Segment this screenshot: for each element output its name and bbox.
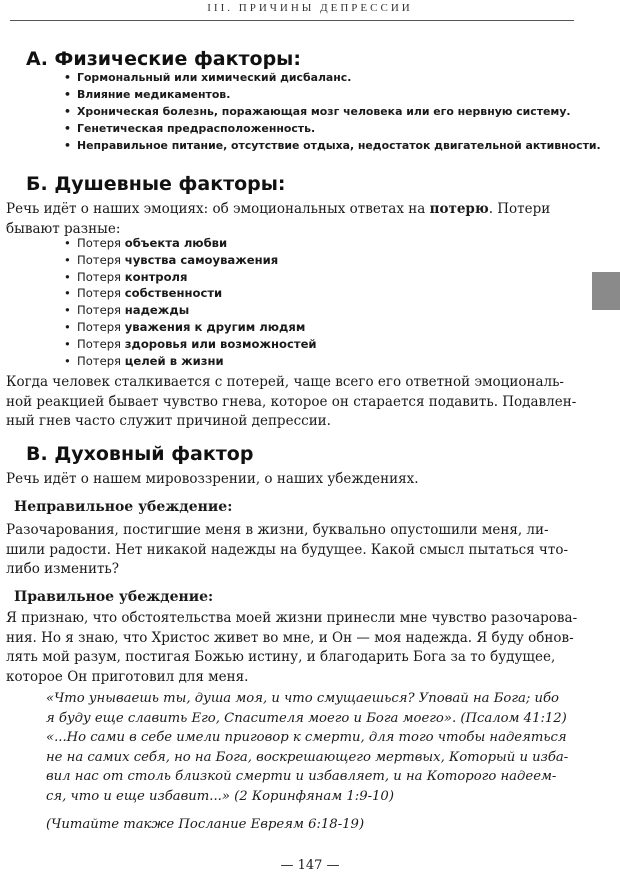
section-a-title: А. Физические факторы: bbox=[26, 48, 301, 70]
quote-line: я буду еще славить Его, Спасителя моего и Бога моего». (Псалом 41:12) bbox=[46, 710, 567, 726]
scripture-quotes bbox=[46, 689, 568, 806]
list-item: • Потеря объекта любви bbox=[64, 235, 317, 252]
list-item: • Потеря надежды bbox=[64, 302, 317, 319]
text-line: шили радости. Нет никакой надежды на будущее. Какой смысл пытаться что- bbox=[6, 541, 569, 558]
list-item: • Потеря уважения к другим людям bbox=[64, 319, 317, 336]
header-rule bbox=[10, 20, 574, 21]
physical-factors-list bbox=[64, 69, 601, 154]
right-belief-text bbox=[6, 609, 578, 687]
list-item: • Потеря здоровья или возможностей bbox=[64, 336, 317, 353]
list-item: • Хроническая болезнь, поражающая мозг человека или его нервную систему. bbox=[64, 103, 601, 120]
page-number: — 147 — bbox=[280, 858, 340, 873]
text-line: ной реакцией бывает чувство гнева, которое он старается подавить. Подавлен- bbox=[6, 393, 577, 410]
quote-line: «...Но сами в себе имели приговор к смерти, для того чтобы надеяться bbox=[46, 730, 567, 745]
losses-list bbox=[64, 235, 317, 369]
quote-line: ся, что и еще избавит...» (2 Коринфянам 1:9-10) bbox=[46, 788, 394, 804]
wrong-belief-heading: Неправильное убеждение: bbox=[14, 499, 233, 515]
section-b-intro bbox=[6, 200, 572, 239]
list-item: • Неправильное питание, отсутствие отдыха, недостаток двигательной активности. bbox=[64, 137, 601, 154]
text-line: которое Он приготовил для меня. bbox=[6, 668, 249, 685]
list-item: • Потеря собственности bbox=[64, 285, 317, 302]
emphasis-loss: потерю bbox=[429, 201, 489, 217]
list-item: • Гормональный или химический дисбаланс. bbox=[64, 69, 601, 86]
intro-line: бывают разные: bbox=[6, 220, 121, 237]
text-line: либо изменить? bbox=[6, 561, 120, 577]
text-line: Когда человек сталкивается с потерей, чаще всего его ответной эмоциональ- bbox=[6, 374, 564, 390]
section-c-intro bbox=[6, 470, 572, 490]
quote-line: вил нас от столь близкой смерти и избавляет, и на Которого надеем- bbox=[46, 769, 557, 784]
right-belief-heading: Правильное убеждение: bbox=[14, 589, 214, 605]
text-line: Речь идёт о нашем мировоззрении, о наших убеждениях. bbox=[6, 471, 419, 487]
section-c-title: В. Духовный фактор bbox=[26, 443, 254, 465]
chapter-thumb-tab bbox=[592, 272, 620, 310]
list-item: • Генетическая предрасположенность. bbox=[64, 120, 601, 137]
section-b-title: Б. Душевные факторы: bbox=[26, 173, 286, 195]
quote-line: (Читайте также Послание Евреям 6:18-19) bbox=[46, 817, 365, 832]
text-line: Разочарования, постигшие меня в жизни, буквально опустошили меня, ли- bbox=[6, 522, 549, 538]
running-head: III. ПРИЧИНЫ ДЕПРЕССИИ bbox=[207, 2, 413, 14]
text-line: лять мой разум, постигая Божью истину, и благодарить Бога за то будущее, bbox=[6, 649, 556, 665]
quote-line: «Что унываешь ты, душа моя, и что смущаешься? Уповай на Бога; ибо bbox=[46, 691, 559, 706]
list-item: • Потеря целей в жизни bbox=[64, 353, 317, 370]
quote-line: не на самих себя, но на Бога, воскрешающего мертвых, Который и изба- bbox=[46, 749, 569, 765]
text-line: ный гнев часто служит причиной депрессии. bbox=[6, 413, 331, 429]
list-item: • Влияние медикаментов. bbox=[64, 86, 601, 103]
list-item: • Потеря контроля bbox=[64, 269, 317, 286]
text-line: ния. Но я знаю, что Христос живет во мне, и Он — моя надежда. Я буду обнов- bbox=[6, 629, 574, 646]
see-also-reference bbox=[46, 815, 364, 835]
text-line: Я признаю, что обстоятельства моей жизни принесли мне чувство разочарова- bbox=[6, 610, 578, 626]
list-item: • Потеря чувства самоуважения bbox=[64, 252, 317, 269]
wrong-belief-text bbox=[6, 521, 572, 580]
intro-line: Речь идёт о наших эмоциях: об эмоциональных ответах на потерю. Потери bbox=[6, 201, 551, 217]
section-b-paragraph bbox=[6, 373, 577, 432]
